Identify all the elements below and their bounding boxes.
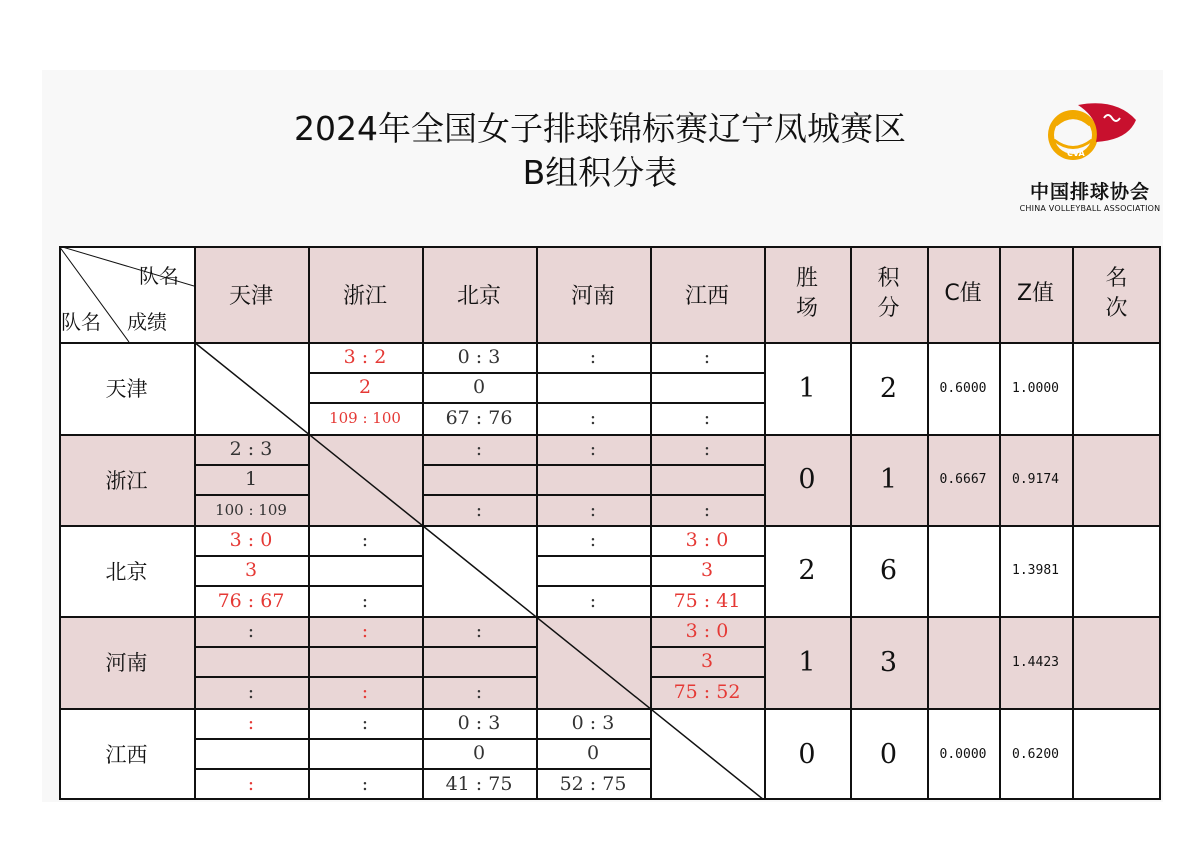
match-score: 100 : 109 <box>215 500 287 519</box>
diagonal-line <box>194 342 764 800</box>
match-score: : <box>589 407 597 429</box>
rank-header <box>1072 246 1161 342</box>
match-points: 0 <box>586 742 600 764</box>
match-points: 0 <box>472 742 486 764</box>
match-points: 2 <box>358 376 372 398</box>
match-sets: : <box>247 712 255 734</box>
page-subtitle: B组积分表 <box>522 153 678 192</box>
grid-vline <box>999 246 1001 800</box>
match-score: : <box>361 681 369 703</box>
column-header-0: 天津 <box>228 283 273 309</box>
match-sets: : <box>361 529 369 551</box>
match-score: : <box>589 498 597 521</box>
column-header-3: 河南 <box>570 283 615 309</box>
match-sets: 3 : 0 <box>229 529 273 551</box>
points-header-text: 积 <box>877 266 900 291</box>
match-sets: : <box>247 620 255 642</box>
match-score: : <box>361 589 369 612</box>
match-score: 75 : 52 <box>673 681 741 703</box>
match-score: : <box>247 773 255 795</box>
logo-badge-text: CVA <box>1067 149 1085 158</box>
row-c-value: 0.6667 <box>939 472 987 487</box>
grid-vline <box>650 246 652 800</box>
row-team-name: 浙江 <box>105 468 148 493</box>
grid-hline <box>59 525 1161 527</box>
row-c-value <box>927 616 999 708</box>
z-value-header-text: Z值 <box>1016 281 1055 306</box>
row-z-value: 0.9174 <box>1012 472 1059 487</box>
row-points: 1 <box>879 464 898 495</box>
column-header-2: 北京 <box>456 283 501 309</box>
match-points: 3 <box>700 559 714 581</box>
logo-chinese-name: 中国排球协会 <box>1029 181 1150 203</box>
column-header-1: 浙江 <box>342 283 387 309</box>
match-sets: : <box>475 620 483 642</box>
row-points: 0 <box>879 738 898 770</box>
match-score: 76 : 67 <box>217 589 285 612</box>
row-rank <box>1072 342 1161 434</box>
match-sets: 0 : 3 <box>571 712 615 734</box>
c-value-header-text: C值 <box>944 281 982 306</box>
row-points: 6 <box>879 555 898 586</box>
points-header-text: 分 <box>877 296 900 321</box>
match-sets: 0 : 3 <box>457 712 501 734</box>
match-sets: 3 : 2 <box>343 346 387 368</box>
grid-vline <box>927 246 929 800</box>
match-sets: : <box>475 438 483 460</box>
row-c-value <box>927 525 999 616</box>
match-sets: : <box>703 438 711 460</box>
wins-header-text: 胜 <box>795 266 818 291</box>
match-score: : <box>475 498 483 521</box>
z-value-header <box>999 246 1072 342</box>
logo-english-name: CHINA VOLLEYBALL ASSOCIATION <box>1019 204 1161 213</box>
row-team-name: 天津 <box>105 377 148 401</box>
match-sets: 2 : 3 <box>229 438 273 460</box>
match-sets: : <box>703 346 711 368</box>
row-wins: 1 <box>798 372 816 404</box>
row-wins: 2 <box>798 555 816 586</box>
match-points: 3 <box>700 650 714 672</box>
grid-vline <box>308 246 310 800</box>
grid-vline <box>194 246 196 800</box>
match-sets: : <box>589 346 597 368</box>
match-score: 52 : 75 <box>559 773 627 795</box>
grid-hline <box>59 246 1161 248</box>
rank-header-text: 名 <box>1105 266 1128 291</box>
match-score: : <box>589 589 597 612</box>
row-c-value: 0.0000 <box>939 746 987 762</box>
match-score: 109 : 100 <box>329 409 401 427</box>
row-z-value: 1.0000 <box>1012 380 1059 396</box>
row-points: 3 <box>879 646 898 678</box>
match-sets: : <box>361 620 369 642</box>
match-score: 41 : 75 <box>445 773 513 795</box>
row-c-value: 0.6000 <box>939 380 987 396</box>
rank-header-text: 次 <box>1105 296 1128 321</box>
c-value-header <box>927 246 999 342</box>
grid-vline <box>422 246 424 800</box>
corner-cell <box>59 246 194 342</box>
match-score: : <box>475 681 483 703</box>
row-z-value: 0.6200 <box>1012 746 1059 762</box>
grid-hline <box>59 342 1161 344</box>
match-score: : <box>361 773 369 795</box>
column-header-4: 江西 <box>684 283 729 309</box>
match-sets: : <box>589 438 597 460</box>
row-team-name: 北京 <box>105 559 148 584</box>
corner-label-right: 成绩 <box>127 310 167 334</box>
row-team-name: 江西 <box>105 743 148 767</box>
standings-table <box>59 246 1161 800</box>
match-score: : <box>247 681 255 703</box>
row-rank <box>1072 525 1161 616</box>
row-z-value: 1.3981 <box>1012 563 1059 578</box>
row-wins: 0 <box>798 464 816 495</box>
match-points: 0 <box>472 376 486 398</box>
grid-vline <box>764 246 766 800</box>
grid-vline <box>1072 246 1074 800</box>
row-points: 2 <box>879 372 898 404</box>
grid-hline <box>59 616 1161 618</box>
grid-hline <box>59 798 1161 800</box>
match-sets: 3 : 0 <box>685 529 729 551</box>
corner-label-left: 队名 <box>61 310 101 334</box>
row-rank <box>1072 434 1161 525</box>
grid-hline <box>59 434 1161 436</box>
grid-vline <box>59 246 61 800</box>
row-rank <box>1072 708 1161 800</box>
corner-label-top: 队名 <box>139 264 179 288</box>
row-wins: 1 <box>798 646 816 678</box>
row-team-name: 河南 <box>105 651 148 675</box>
match-score: 75 : 41 <box>673 589 741 612</box>
grid-hline <box>59 708 1161 710</box>
row-rank <box>1072 616 1161 708</box>
grid-vline <box>1159 246 1161 800</box>
wins-header <box>764 246 850 342</box>
grid-vline <box>850 246 852 800</box>
match-sets: : <box>361 712 369 734</box>
points-header <box>850 246 927 342</box>
match-sets: 3 : 0 <box>685 620 729 642</box>
match-points: 3 <box>244 559 258 581</box>
match-sets: : <box>589 529 597 551</box>
wins-header-text: 场 <box>795 296 818 321</box>
match-points: 1 <box>244 468 258 490</box>
match-sets: 0 : 3 <box>457 346 501 368</box>
match-score: 67 : 76 <box>445 407 513 429</box>
grid-vline <box>536 246 538 800</box>
row-wins: 0 <box>798 738 816 770</box>
page-title: 2024年全国女子排球锦标赛辽宁凤城赛区 <box>294 109 906 148</box>
match-score: : <box>703 498 711 521</box>
row-z-value: 1.4423 <box>1012 654 1059 670</box>
match-score: : <box>703 407 711 429</box>
